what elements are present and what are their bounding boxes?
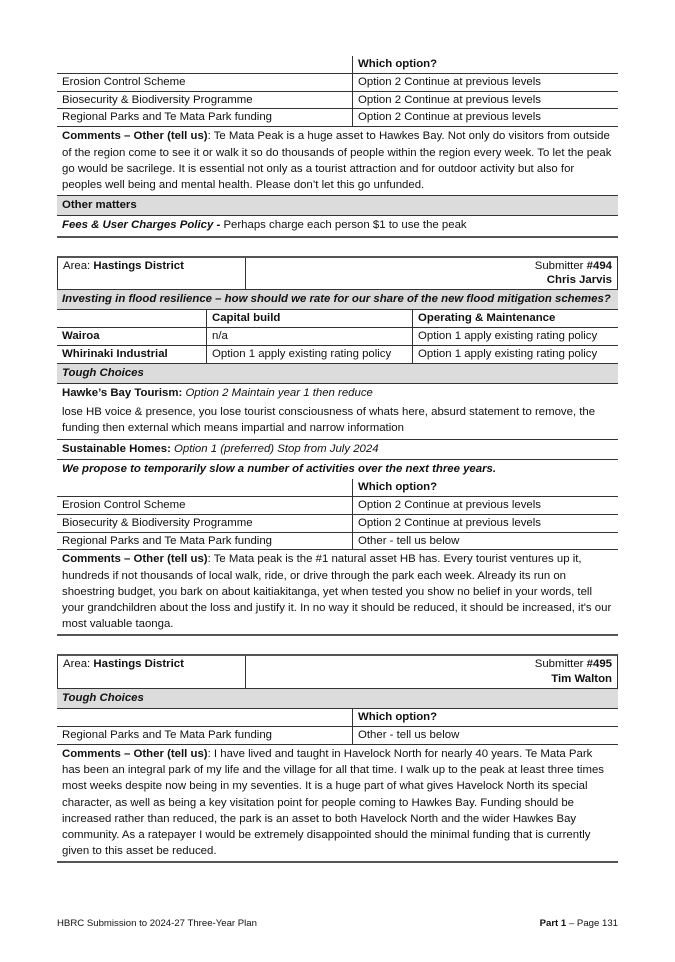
- table-row: [57, 533, 618, 551]
- area-cell: [58, 258, 245, 290]
- submitter-number: #495: [586, 658, 612, 671]
- activity-option: Option 2 Continue at previous levels: [352, 109, 618, 126]
- flood-heading: Investing in flood resilience – how should we rate for our share of the new flood mitigation schemes?: [57, 290, 618, 310]
- capital-value: n/a: [206, 328, 412, 345]
- area-value: Hastings District: [93, 658, 184, 671]
- activity-name: Regional Parks and Te Mata Park funding: [62, 111, 273, 124]
- area-cell: [58, 656, 245, 688]
- options-header: Which option?: [352, 479, 618, 496]
- submitter-name: Chris Jarvis: [546, 274, 612, 287]
- comments-text: : I have lived and taught in Havelock North for nearly 40 years. Te Mata Park has been an integral park of my life and the village for all that time. I walk up to the peak at least three times most weeks despite now being in my seventies. It is a huge part of what gives Havelock North its special character, as well as being a key visitation point for people coming to Hawkes Bay. Funding should be increased rather than reduced, the park is an asset to both Havelock North and the wider Hawkes Bay community. As a ratepayer I would be extremely disappointed should the minimal funding that is currently given to this asset be reduced.: [62, 747, 604, 858]
- submitter-name: Tim Walton: [551, 673, 612, 686]
- capital-value: Option 1 apply existing rating policy: [206, 346, 412, 363]
- area-label: Area:: [63, 259, 94, 272]
- options-header-row: [57, 479, 618, 497]
- activity-name: Regional Parks and Te Mata Park funding: [62, 534, 273, 547]
- activity-option: Option 2 Continue at previous levels: [352, 497, 618, 514]
- document-page: [57, 56, 618, 863]
- submission-header: [57, 256, 618, 291]
- capital-header: Capital build: [206, 310, 412, 327]
- submission-header: [57, 654, 618, 689]
- other-matters-heading: Other matters: [57, 196, 618, 216]
- operating-value: Option 1 apply existing rating policy: [412, 346, 618, 363]
- slow-activities-heading: We propose to temporarily slow a number of activities over the next three years.: [62, 462, 497, 475]
- activity-option: Option 2 Continue at previous levels: [352, 92, 618, 109]
- tourism-comment: lose HB voice & presence, you lose tourist consciousness of whats here, absurd statement to remove, the funding then external which means impartial and narrow information: [57, 403, 618, 439]
- activity-option: Option 2 Continue at previous levels: [352, 74, 618, 91]
- table-row: [57, 727, 618, 745]
- submitter-label: Submitter: [534, 259, 587, 272]
- fees-label: Fees & User Charges Policy -: [62, 219, 221, 232]
- submitter-label: Submitter: [534, 658, 587, 671]
- table-row: [57, 346, 618, 364]
- tough-choices-heading: Tough Choices: [57, 364, 618, 384]
- footer-page: – Page 131: [566, 918, 618, 929]
- options-header: Which option?: [352, 56, 618, 73]
- section-previous-submission: [57, 56, 618, 238]
- fees-text: Perhaps charge each person $1 to use the peak: [220, 219, 467, 232]
- comments-label: Comments – Other (tell us): [62, 130, 208, 143]
- table-row: [57, 328, 618, 346]
- comments-text: : Te Mata Peak is a huge asset to Hawkes Bay. Not only do visitors from outside of the region come to see it or walk it so do thousands of people within the region every week. To let the peak go would be sacrilege. It is essential not only as a tourist attraction and for outdoor activity but also for peoples well being and mental health. Please don’t let this go unfunded.: [62, 130, 612, 191]
- options-header-row: [57, 56, 618, 74]
- activity-name: Erosion Control Scheme: [62, 498, 186, 511]
- footer-title: HBRC Submission to 2024-27 Three-Year Plan: [57, 918, 257, 929]
- activity-option: Other - tell us below: [352, 727, 618, 744]
- comments-block: [57, 550, 618, 636]
- operating-header: Operating & Maintenance: [412, 310, 618, 327]
- tourism-line: [57, 384, 618, 403]
- submitter-cell: [245, 258, 617, 290]
- comments-block: [57, 745, 618, 863]
- comments-text: : Te Mata peak is the #1 natural asset HB has. Every tourist ventures up it, hundreds if not thousands of local walk, ride, or drive through the park each week. Already its run on shoestring budget, you bark on about kaitiakitanga, yet when tested you show no belief in your words, tell your grandchildren about the loss and justify it. In no way it should be reduced, it should be increased, it's our most valuable taonga.: [62, 553, 612, 631]
- tourism-label: Hawke’s Bay Tourism:: [62, 387, 183, 400]
- table-row: [57, 74, 618, 92]
- homes-line: [57, 440, 618, 460]
- footer-page-number: [540, 918, 618, 930]
- submission-495: [57, 654, 618, 863]
- fees-comment: [57, 216, 618, 237]
- homes-label: Sustainable Homes:: [62, 442, 171, 455]
- page-footer: [57, 918, 618, 930]
- scheme-name: Whirinaki Industrial: [62, 348, 168, 361]
- activity-name: Biosecurity & Biodiversity Programme: [62, 93, 253, 106]
- table-row: [57, 109, 618, 127]
- options-header-row: [57, 709, 618, 727]
- submitter-cell: [245, 656, 617, 688]
- submission-494: [57, 256, 618, 637]
- footer-part: Part 1: [539, 918, 567, 929]
- homes-option: Option 1 (preferred) Stop from July 2024: [170, 442, 379, 455]
- activity-name: Biosecurity & Biodiversity Programme: [62, 516, 253, 529]
- flood-header-row: [57, 310, 618, 328]
- tough-choices-heading: Tough Choices: [57, 689, 618, 709]
- activity-option: Option 2 Continue at previous levels: [352, 515, 618, 532]
- activity-name: Regional Parks and Te Mata Park funding: [62, 729, 273, 742]
- area-label: Area:: [63, 658, 94, 671]
- comments-block: [57, 127, 618, 196]
- table-row: [57, 515, 618, 533]
- submitter-number: #494: [586, 259, 612, 272]
- activity-name: Erosion Control Scheme: [62, 75, 186, 88]
- scheme-name: Wairoa: [62, 330, 100, 343]
- options-header: Which option?: [352, 709, 618, 726]
- activity-option: Other - tell us below: [352, 533, 618, 550]
- comments-label: Comments – Other (tell us): [62, 747, 208, 760]
- table-row: [57, 497, 618, 515]
- area-value: Hastings District: [93, 259, 184, 272]
- comments-label: Comments – Other (tell us): [62, 553, 208, 566]
- operating-value: Option 1 apply existing rating policy: [412, 328, 618, 345]
- tourism-option: Option 2 Maintain year 1 then reduce: [182, 387, 373, 400]
- table-row: [57, 92, 618, 110]
